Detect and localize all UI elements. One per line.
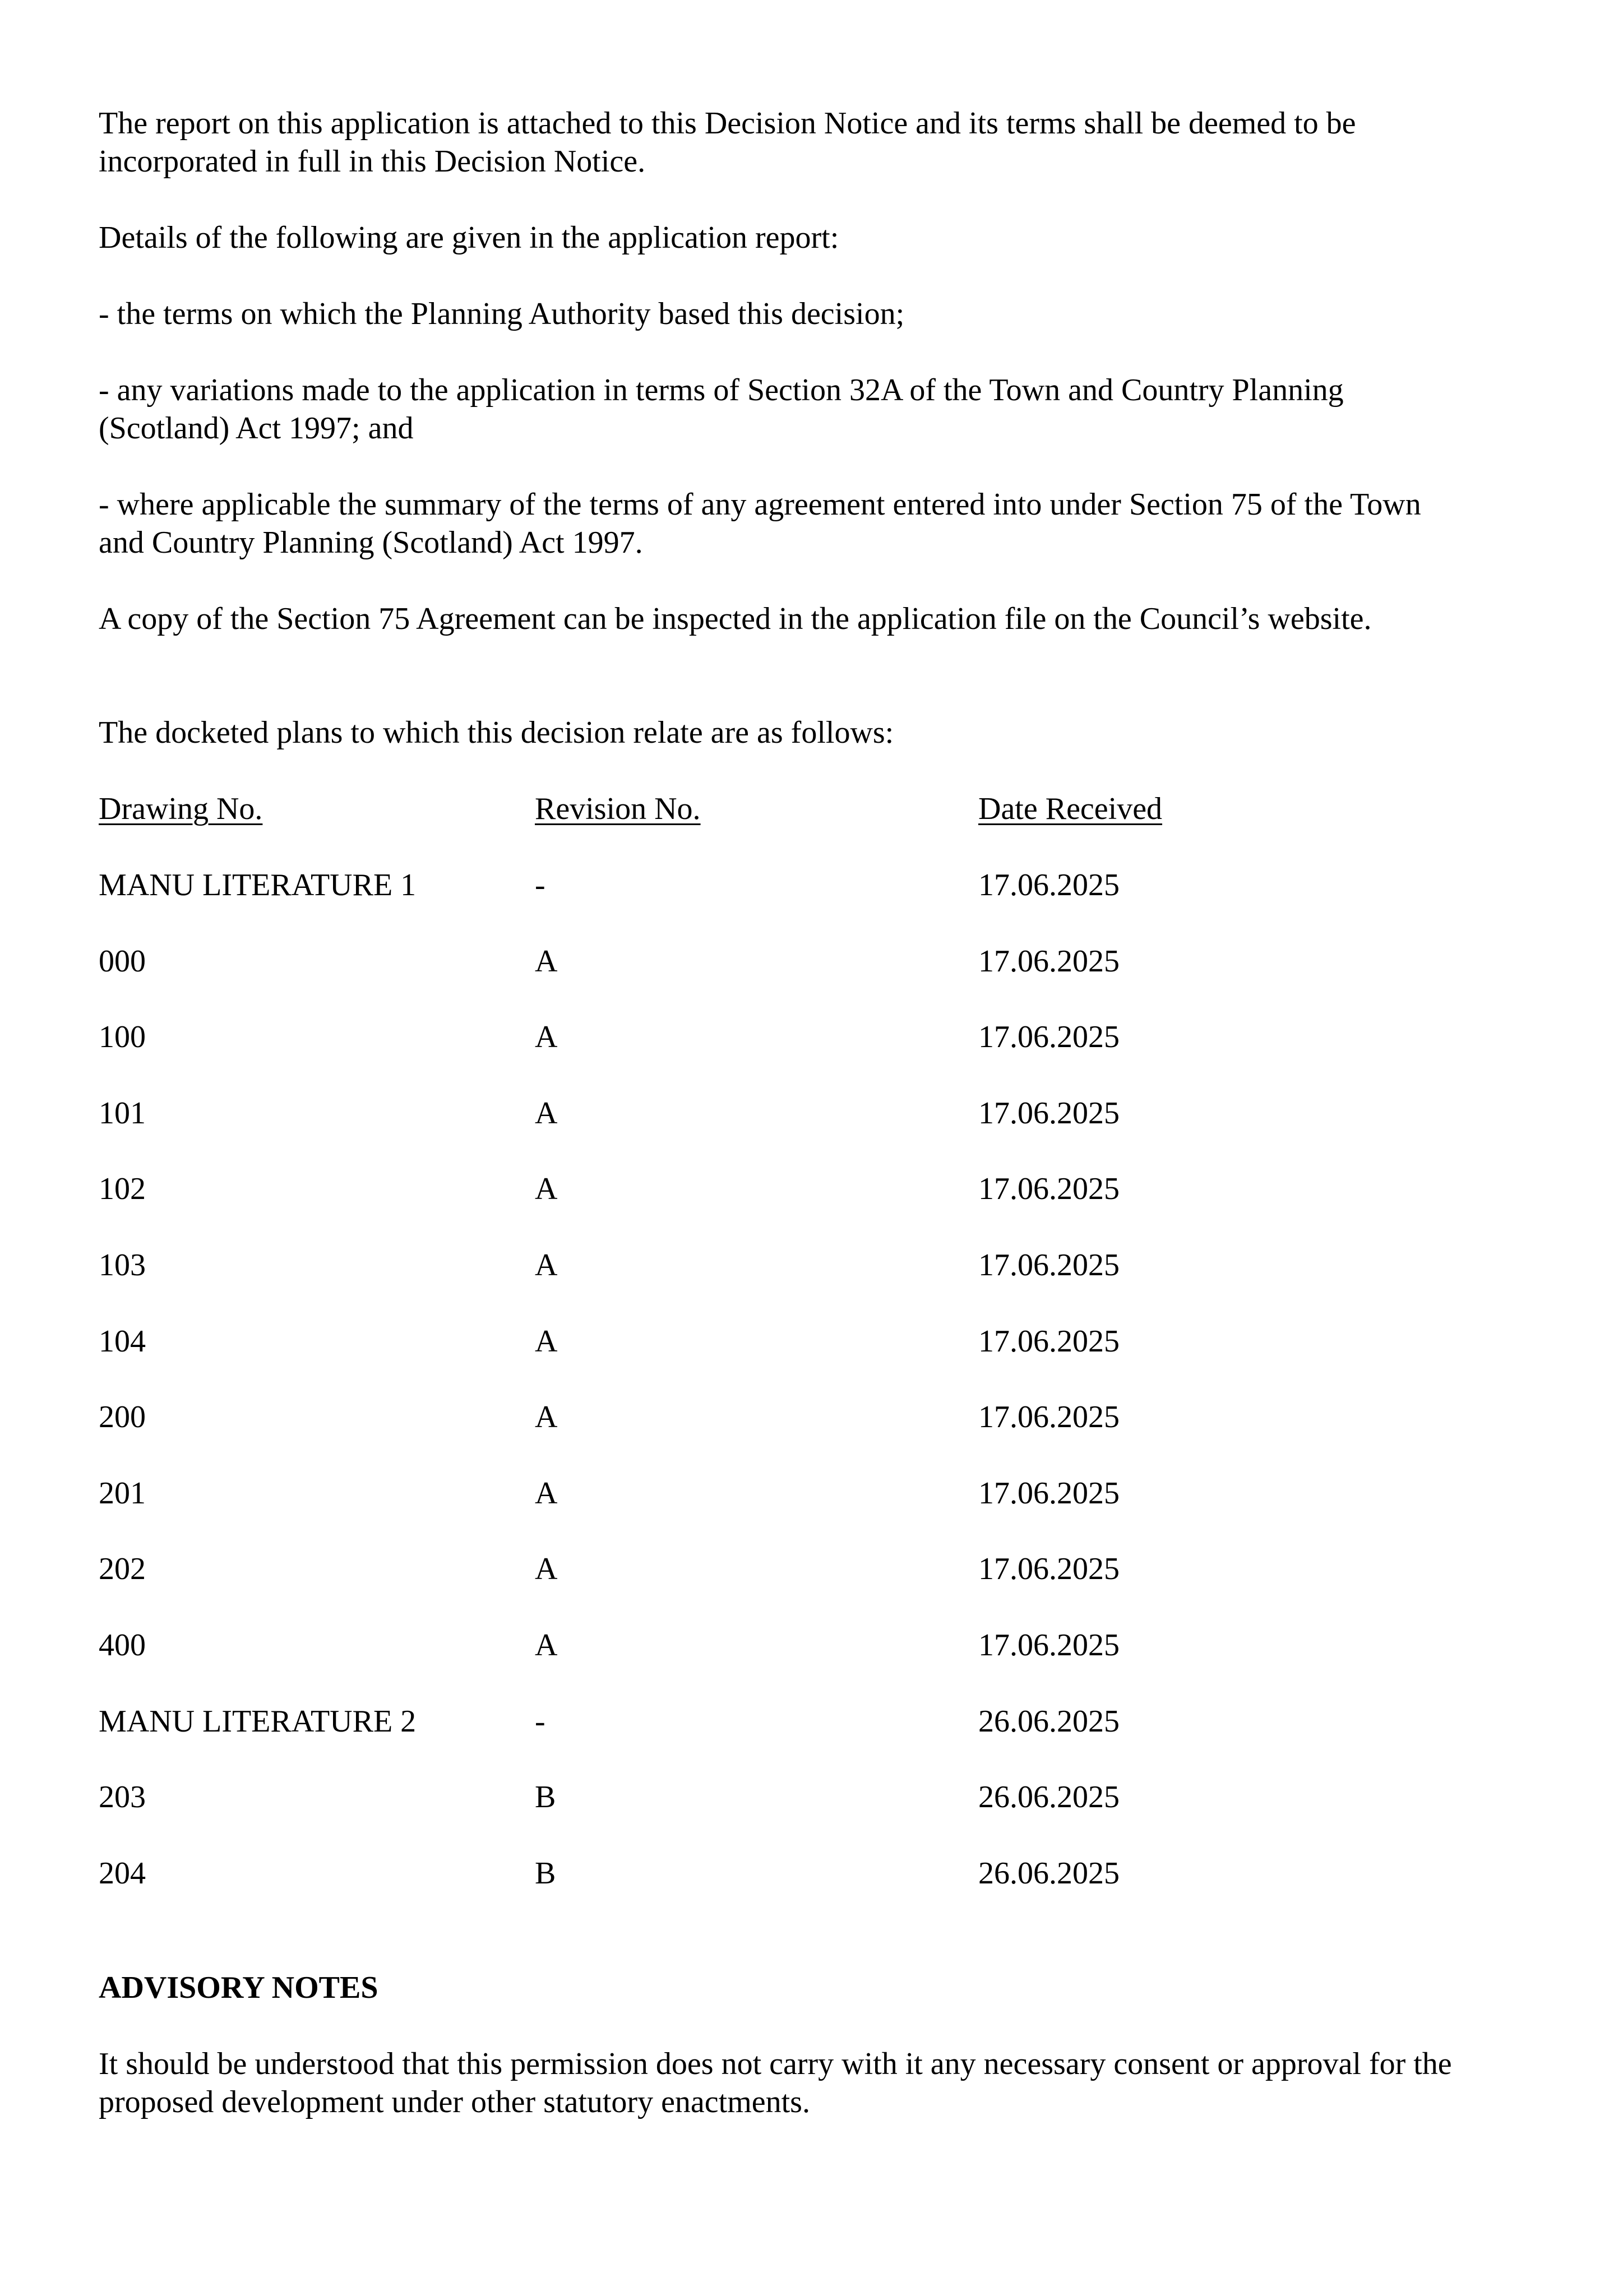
date-received-cell: 17.06.2025 (978, 1020, 1120, 1054)
header-drawing-no: Drawing No. (99, 791, 263, 826)
date-received-cell: 17.06.2025 (978, 1476, 1120, 1511)
date-received-cell: 26.06.2025 (978, 1780, 1120, 1814)
revision-no-cell: A (535, 1324, 558, 1359)
drawing-no-cell: 103 (99, 1248, 146, 1283)
date-received-cell: 17.06.2025 (978, 1628, 1120, 1663)
bullet-variations: - any variations made to the application in terms of Section 32A of the Town and Country Planning (Scotland) Act 1997; and (99, 373, 1344, 446)
drawing-no-cell: 000 (99, 944, 146, 979)
drawing-no-cell: 203 (99, 1780, 146, 1814)
date-received-cell: 17.06.2025 (978, 1324, 1120, 1359)
date-received-cell: 17.06.2025 (978, 1096, 1120, 1131)
section75-copy-paragraph: A copy of the Section 75 Agreement can be inspected in the application file on the Council’s website. (99, 601, 1372, 636)
drawing-no-cell: 101 (99, 1096, 146, 1131)
drawing-no-cell: MANU LITERATURE 2 (99, 1704, 417, 1739)
header-revision-no: Revision No. (535, 791, 701, 826)
drawing-no-cell: 400 (99, 1628, 146, 1663)
date-received-cell: 17.06.2025 (978, 1172, 1120, 1206)
drawing-no-cell: 200 (99, 1400, 146, 1434)
revision-no-cell: A (535, 1628, 558, 1663)
drawing-no-cell: 204 (99, 1856, 146, 1891)
date-received-cell: 17.06.2025 (978, 944, 1120, 979)
drawing-no-cell: 102 (99, 1172, 146, 1206)
date-received-cell: 26.06.2025 (978, 1856, 1120, 1891)
revision-no-cell: A (535, 1172, 558, 1206)
drawing-no-cell: 104 (99, 1324, 146, 1359)
drawing-no-cell: 202 (99, 1552, 146, 1586)
date-received-cell: 17.06.2025 (978, 1400, 1120, 1434)
header-date-received: Date Received (978, 791, 1163, 826)
drawing-no-cell: 100 (99, 1020, 146, 1054)
advisory-notes-text: It should be understood that this permission does not carry with it any necessary consent or approval for the proposed development under other statutory enactments. (99, 2047, 1452, 2119)
revision-no-cell: A (535, 1552, 558, 1586)
bullet-terms: - the terms on which the Planning Authority based this decision; (99, 297, 905, 331)
details-lead-paragraph: Details of the following are given in the application report: (99, 220, 839, 255)
date-received-cell: 26.06.2025 (978, 1704, 1120, 1739)
date-received-cell: 17.06.2025 (978, 868, 1120, 902)
drawing-no-cell: 201 (99, 1476, 146, 1511)
revision-no-cell: - (535, 868, 545, 902)
plans-lead-paragraph: The docketed plans to which this decision relate are as follows: (99, 715, 894, 750)
revision-no-cell: A (535, 944, 558, 979)
revision-no-cell: A (535, 1476, 558, 1511)
bullet-agreement: - where applicable the summary of the terms of any agreement entered into under Section 75 of the Town and Country Planning (Scotland) Act 1997. (99, 487, 1421, 560)
revision-no-cell: - (535, 1704, 545, 1739)
drawing-no-cell: MANU LITERATURE 1 (99, 868, 417, 902)
revision-no-cell: A (535, 1020, 558, 1054)
date-received-cell: 17.06.2025 (978, 1552, 1120, 1586)
revision-no-cell: B (535, 1780, 556, 1814)
revision-no-cell: A (535, 1096, 558, 1131)
revision-no-cell: A (535, 1400, 558, 1434)
revision-no-cell: B (535, 1856, 556, 1891)
date-received-cell: 17.06.2025 (978, 1248, 1120, 1283)
advisory-notes-heading: ADVISORY NOTES (99, 1970, 378, 2005)
revision-no-cell: A (535, 1248, 558, 1283)
intro-paragraph: The report on this application is attached to this Decision Notice and its terms shall be deemed to be incorporated in full in this Decision Notice. (99, 106, 1356, 179)
